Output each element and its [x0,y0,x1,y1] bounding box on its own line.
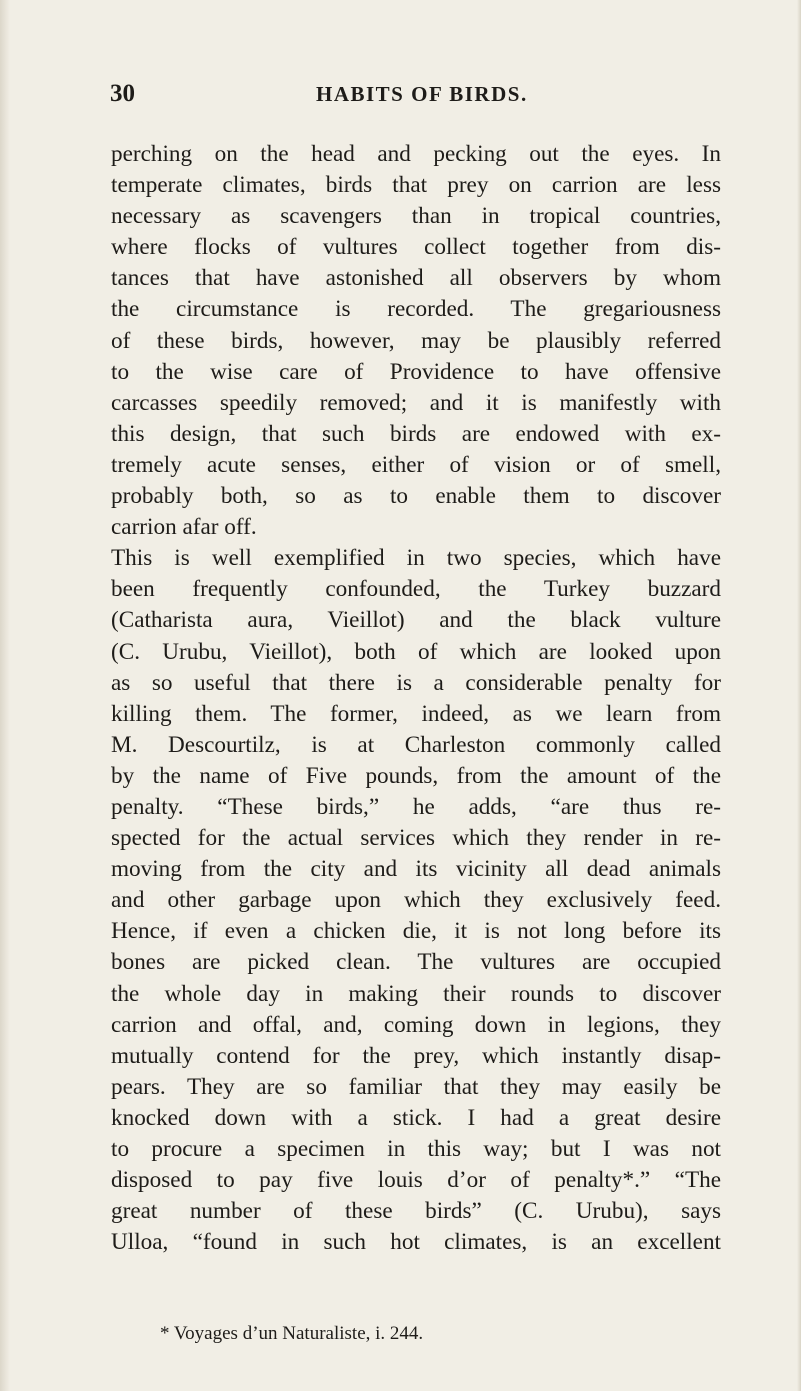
text-line: necessary as scavengers than in tropical countries, [111,203,721,230]
text-line: M. Descourtilz, is at Charleston commonly called [111,731,721,758]
text-line: carrion afar off. [111,514,257,541]
text-line: killing them. The former, indeed, as we learn from [111,700,721,727]
text-line: disposed to pay five louis d’or of penalty*.” “The [111,1167,721,1194]
text-line: carrion and offal, and, coming down in legions, they [111,1011,721,1038]
page-number: 30 [110,80,135,107]
text-line: (Catharista aura, Vieillot) and the black vulture [111,607,721,634]
text-line: This is well exemplified in two species, which have [111,545,721,572]
text-line: by the name of Five pounds, from the amount of the [111,762,721,789]
text-line: the circumstance is recorded. The gregariousness [111,296,721,323]
page-edge-shadow [797,0,801,1391]
page-header [110,80,720,114]
text-line: probably both, so as to enable them to discover [111,483,721,510]
text-line: temperate climates, birds that prey on carrion are less [111,172,721,199]
text-line: to the wise care of Providence to have offensive [111,358,721,385]
gutter-shadow [0,0,10,1391]
text-line: carcasses speedily removed; and it is manifestly with [111,389,721,416]
text-line: spected for the actual services which they render in re- [111,825,721,852]
text-line: Ulloa, “found in such hot climates, is an excellent [111,1229,721,1256]
text-line: as so useful that there is a considerable penalty for [111,669,721,696]
text-line: of these birds, however, may be plausibly referred [111,327,721,354]
text-line: tances that have astonished all observers by whom [111,265,721,292]
text-line: this design, that such birds are endowed with ex- [111,420,721,447]
text-line: knocked down with a stick. I had a great desire [111,1104,721,1131]
text-line: moving from the city and its vicinity all dead animals [111,856,721,883]
text-line: where flocks of vultures collect together from dis- [111,234,721,261]
text-line: great number of these birds” (C. Urubu), says [111,1198,721,1225]
text-line: pears. They are so familiar that they may easily be [111,1073,721,1100]
text-line: the whole day in making their rounds to discover [111,980,721,1007]
text-line: tremely acute senses, either of vision or of smell, [111,451,721,478]
text-line: to procure a specimen in this way; but I was not [111,1136,721,1162]
text-line: perching on the head and pecking out the eyes. In [111,141,721,167]
body-text [111,139,721,1258]
text-line: Hence, if even a chicken die, it is not long before its [111,918,721,945]
footnote: * Voyages d’un Naturaliste, i. 244. [160,1323,424,1344]
text-line: bones are picked clean. The vultures are occupied [111,949,721,976]
running-head: HABITS OF BIRDS. [316,82,528,106]
text-line: and other garbage upon which they exclusively feed. [111,887,721,914]
text-line: penalty. “These birds,” he adds, “are thus re- [111,793,721,820]
text-line: (C. Urubu, Vieillot), both of which are looked upon [111,638,721,665]
text-line: been frequently confounded, the Turkey buzzard [111,576,721,603]
text-line: mutually contend for the prey, which instantly disap- [111,1042,721,1069]
